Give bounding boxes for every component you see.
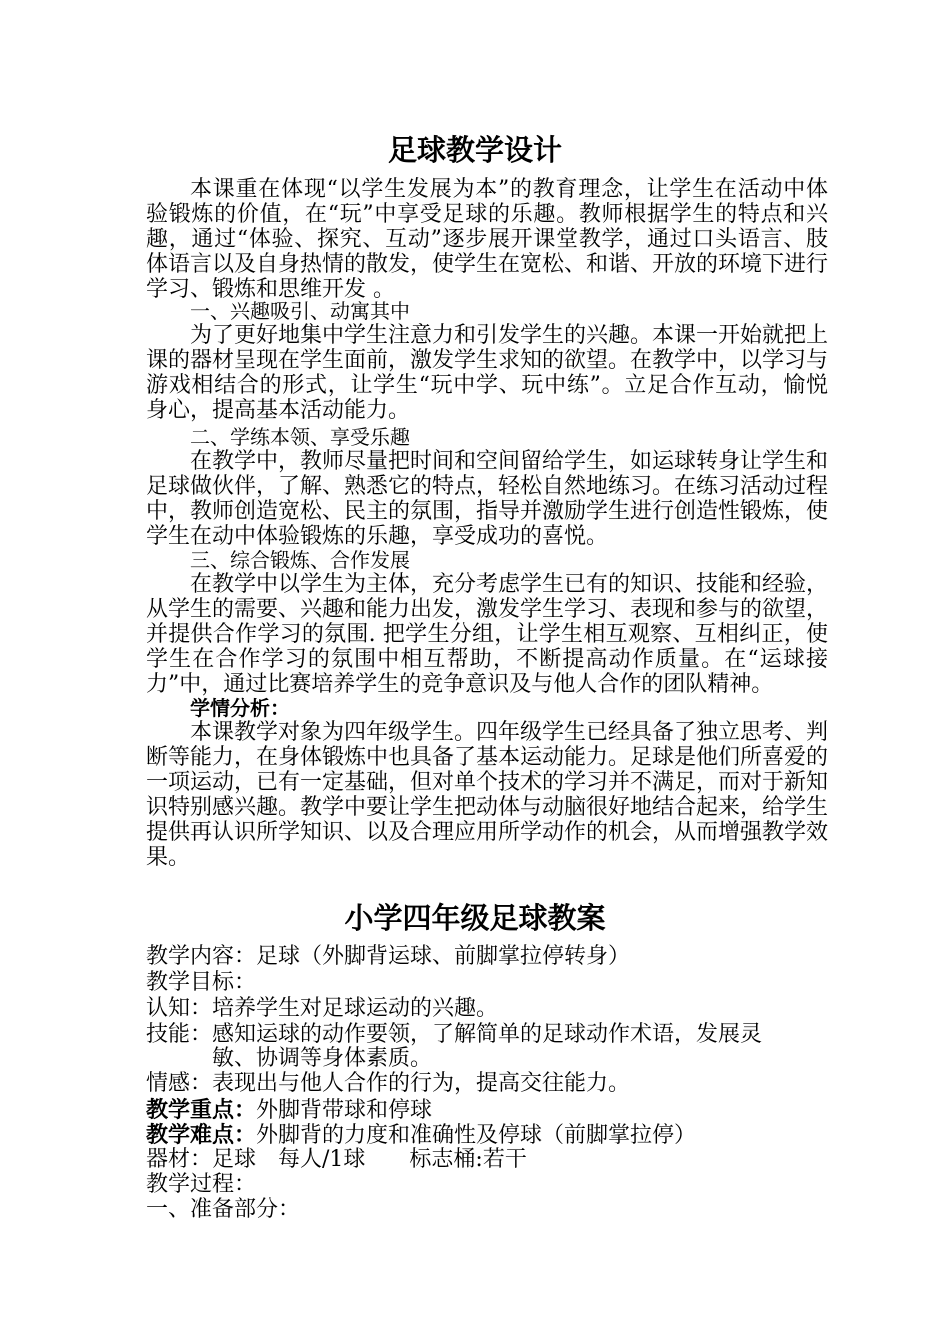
- teaching-content: 教学内容：足球（外脚背运球、前脚掌拉停转身）: [146, 944, 631, 969]
- teaching-key-point: [146, 1097, 432, 1124]
- difficulty-label: 教学难点：: [146, 1122, 257, 1148]
- analysis-heading: 学情分析：: [190, 696, 290, 720]
- document-title: 足球教学设计: [387, 133, 562, 167]
- equipment-line: 器材：足球 每人/1球 标志桶:若干: [146, 1147, 527, 1172]
- teaching-process-label: 教学过程：: [146, 1172, 257, 1197]
- section-heading-1: 一、兴趣吸引、动寓其中: [190, 299, 410, 323]
- section-body-3: 在教学中以学生为主体，充分考虑学生已有的知识、技能和经验，从学生的需要、兴趣和能力出发，激发学生学习、表现和参与的欲望，并提供合作学习的氛围. 把学生分组，让学生相互观察、互相纠正，使学生在合作学习的氛围中相互帮助，不断提高动作质量。在“运球接力”中，通过比赛培养学生的竞争意识及与他人合作的团队精神。: [146, 572, 829, 697]
- teaching-goals-label: 教学目标：: [146, 970, 257, 995]
- intro-paragraph: 本课重在体现“以学生发展为本”的教育理念，让学生在活动中体验锻炼的价值，在“玩”中享受足球的乐趣。教师根据学生的特点和兴趣，通过“体验、探究、互动”逐步展开课堂教学，通过口头语言、肢体语言以及自身热情的散发，使学生在宽松、和谐、开放的环境下进行学习、锻炼和思维开发 。: [146, 177, 829, 302]
- goal-cognition: 认知：培养学生对足球运动的兴趣。: [146, 996, 499, 1021]
- key-point-value: 外脚背带球和停球: [256, 1098, 433, 1123]
- goal-skill-line-1: 技能：感知运球的动作要领，了解简单的足球动作术语，发展灵: [146, 1022, 763, 1047]
- teaching-difficulty: [146, 1122, 696, 1149]
- lesson-plan-title: 小学四年级足球教案: [344, 901, 606, 935]
- section-heading-3: 三、综合锻炼、合作发展: [190, 548, 410, 572]
- goal-emotion: 情感：表现出与他人合作的行为，提高交往能力。: [146, 1071, 631, 1096]
- analysis-body: 本课教学对象为四年级学生。四年级学生已经具备了独立思考、判断等能力，在身体锻炼中也具备了基本运动能力。足球是他们所喜爱的一项运动，已有一定基础，但对单个技术的学习并不满足，而对于新知识特别感兴趣。教学中要让学生把动体与动脑很好地结合起来，给学生提供再认识所学知识、以及合理应用所学动作的机会，从而增强教学效果。: [146, 720, 829, 870]
- difficulty-value: 外脚背的力度和准确性及停球（前脚掌拉停）: [256, 1123, 697, 1148]
- section-body-1: 为了更好地集中学生注意力和引发学生的兴趣。本课一开始就把上课的器材呈现在学生面前，激发学生求知的欲望。在教学中，以学习与游戏相结合的形式，让学生“玩中学、玩中练”。立足合作互动，愉悦身心，提高基本活动能力。: [146, 323, 829, 423]
- section-body-2: 在教学中，教师尽量把时间和空间留给学生，如运球转身让学生和足球做伙伴，了解、熟悉它的特点，轻松自然地练习。在练习活动过程中，教师创造宽松、民主的氛围，指导并激励学生进行创造性锻炼，使学生在动中体验锻炼的乐趣，享受成功的喜悦。: [146, 449, 829, 549]
- key-point-label: 教学重点：: [146, 1097, 257, 1123]
- preparation-part-label: 一、准备部分：: [146, 1197, 301, 1222]
- section-heading-2: 二、学练本领、享受乐趣: [190, 425, 410, 449]
- goal-skill-line-2: 敏、协调等身体素质。: [212, 1046, 433, 1071]
